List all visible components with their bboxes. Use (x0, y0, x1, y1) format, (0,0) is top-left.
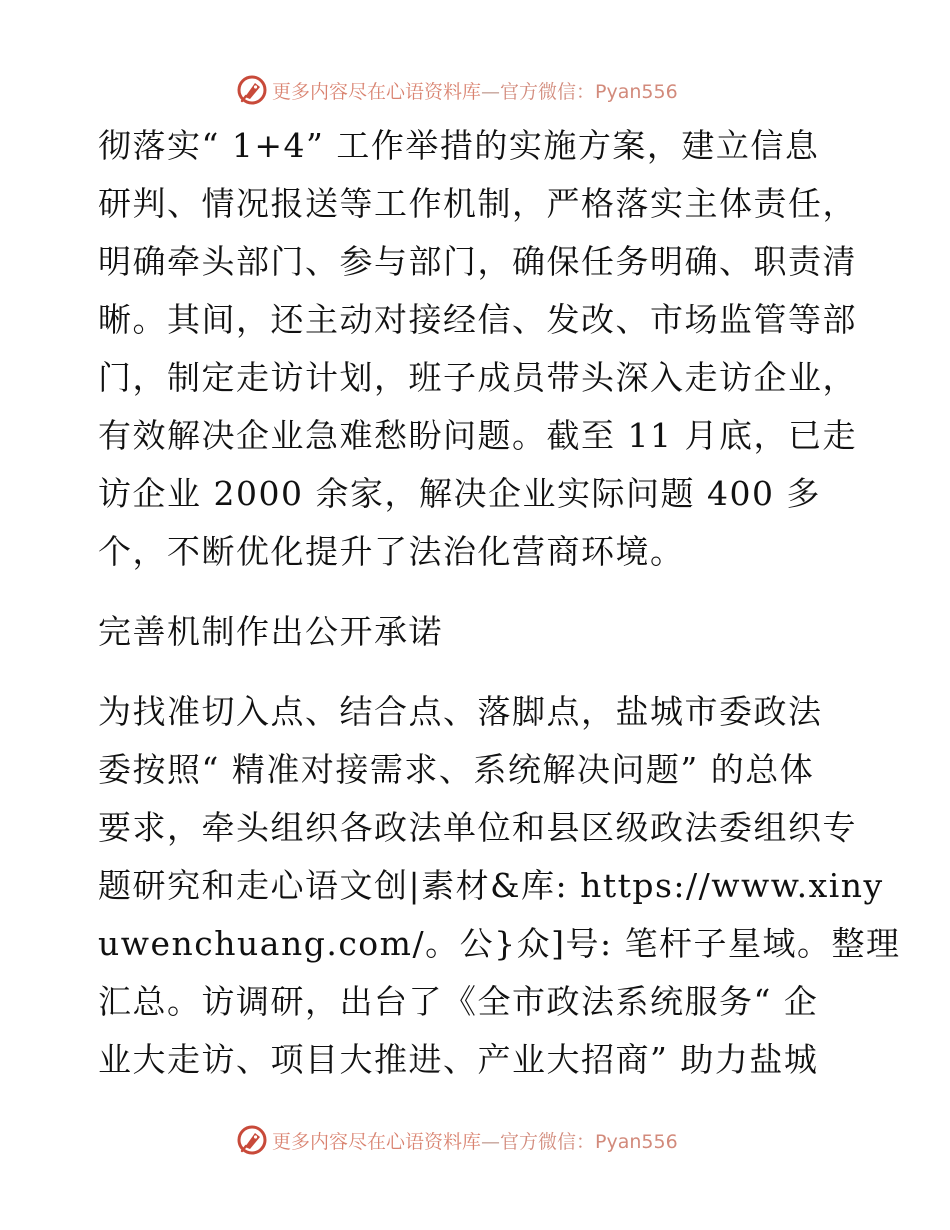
pen-logo-icon (236, 74, 268, 106)
text-line: uwenchuang.com/。公}众]号: 笔杆子星域。整理 (98, 924, 901, 963)
footer-banner (236, 1123, 716, 1157)
document-body (98, 117, 901, 1089)
section-heading: 完善机制作出公开承诺 (98, 612, 443, 651)
text-line: 题研究和走心语文创|素材&库: https://www.xiny (98, 866, 884, 905)
text-line: 委按照“ 精准对接需求、系统解决问题” 的总体 (98, 750, 815, 789)
text-line: 彻落实“ 1+4” 工作举措的实施方案，建立信息 (98, 126, 820, 165)
text-line: 为找准切入点、结合点、落脚点，盐城市委政法 (98, 692, 823, 731)
pen-logo-icon (236, 1124, 268, 1156)
paragraph-2 (98, 683, 901, 1089)
paragraph-gap (98, 581, 858, 603)
header-banner-text: 更多内容尽在心语资料库—官方微信：Pyan556 (272, 80, 678, 103)
text-line: 门，制定走访计划，班子成员带头深入走访企业， (98, 358, 857, 397)
text-line: 研判、情况报送等工作机制，严格落实主体责任， (98, 184, 857, 223)
text-line: 晰。其间，还主动对接经信、发改、市场监管等部 (98, 300, 857, 339)
paragraph-gap (98, 661, 858, 683)
text-line: 业大走访、项目大推进、产业大招商” 助力盐城 (98, 1040, 819, 1079)
text-line: 要求，牵头组织各政法单位和县区级政法委组织专 (98, 808, 857, 847)
text-line: 明确牵头部门、参与部门，确保任务明确、职责清 (98, 242, 857, 281)
header-banner (236, 73, 716, 107)
text-line: 汇总。访调研，出台了《全市政法系统服务“ 企 (98, 982, 819, 1021)
footer-banner-text: 更多内容尽在心语资料库—官方微信：Pyan556 (272, 1130, 678, 1153)
text-line: 访企业 2000 余家，解决企业实际问题 400 多 (98, 474, 821, 513)
paragraph-1 (98, 117, 858, 581)
text-line: 个，不断优化提升了法治化营商环境。 (98, 532, 685, 571)
text-line: 有效解决企业急难愁盼问题。截至 11 月底，已走 (98, 416, 857, 455)
